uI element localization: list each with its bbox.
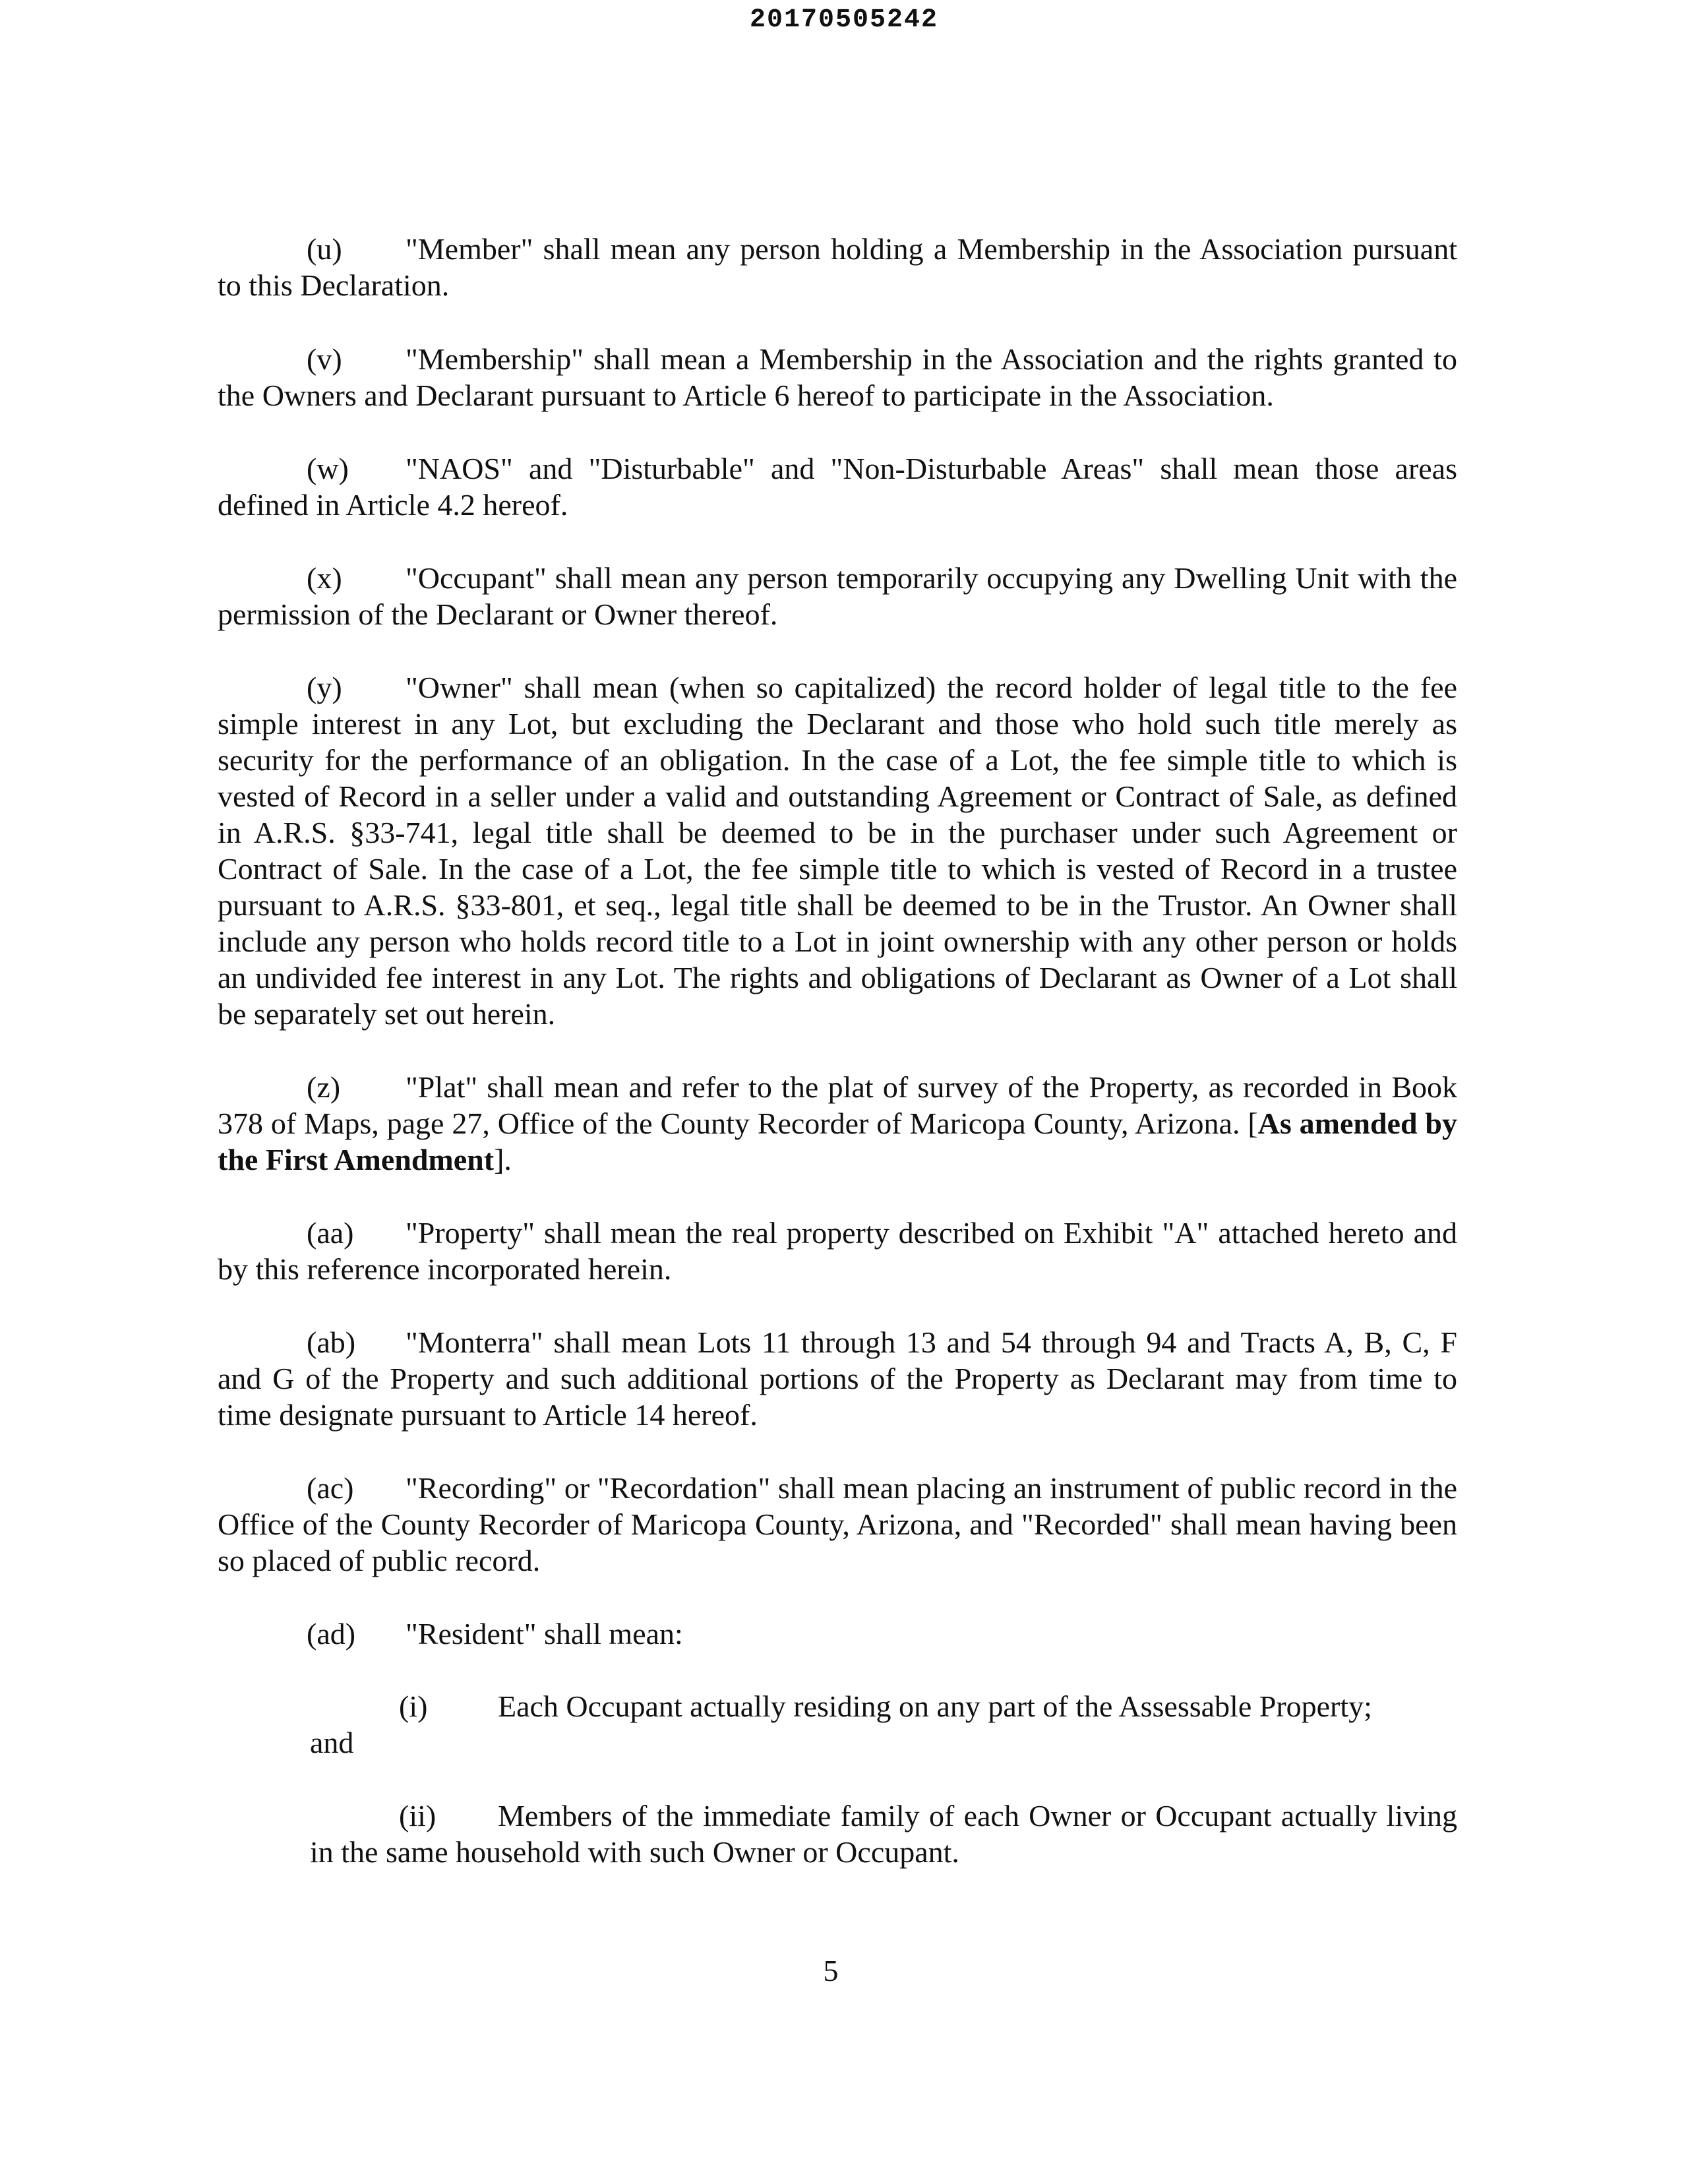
subparagraph-text: Each Occupant actually residing on any part of the Assessable Property; [498, 1689, 1372, 1723]
paragraph-ac [218, 1470, 1457, 1579]
page-number: 5 [823, 1954, 839, 1987]
paragraph-text: "Occupant" shall mean any person temporarily occupying any Dwelling Unit with the permission of the Declarant or Owner thereof. [218, 561, 1457, 631]
paragraph-u [218, 231, 1457, 303]
paragraph-aa [218, 1215, 1457, 1287]
paragraph-label: (ab) [307, 1325, 356, 1359]
paragraph-v [218, 341, 1457, 413]
paragraph-label: (y) [307, 671, 342, 704]
paragraph-text: "Plat" shall mean and refer to the plat of survey of the Property, as recorded in Book 378 of Maps, page 27, Office of the County Recorder of Maricopa County, Arizona. [ [218, 1070, 1457, 1140]
paragraph-text: "Resident" shall mean: [406, 1617, 683, 1651]
subparagraph-label: (ii) [399, 1799, 437, 1833]
paragraph-label: (ac) [307, 1471, 354, 1505]
paragraph-ab [218, 1324, 1457, 1433]
subparagraph-ii [310, 1798, 1457, 1870]
paragraph-ad [218, 1616, 1457, 1652]
paragraph-z [218, 1069, 1457, 1178]
paragraph-label: (u) [307, 232, 342, 266]
paragraph-tail: ]. [494, 1143, 512, 1176]
subparagraph-conjunction: and [310, 1726, 354, 1759]
paragraph-text: "NAOS" and "Disturbable" and "Non-Disturbable Areas" shall mean those areas defined in Article 4.2 hereof. [218, 452, 1457, 522]
paragraph-text: "Member" shall mean any person holding a Membership in the Association pursuant to this Declaration. [218, 232, 1457, 302]
paragraph-text: "Recording" or "Recordation" shall mean placing an instrument of public record in the Office of the County Recorder of Maricopa County, Arizona, and "Recorded" shall mean having been so placed of public record. [218, 1471, 1457, 1577]
paragraph-y [218, 669, 1457, 1032]
paragraph-text: "Monterra" shall mean Lots 11 through 13 and 54 through 94 and Tracts A, B, C, F and G of the Property and such additional portions of the Property as Declarant may from time to time designate pursuant to Article 14 hereof. [218, 1325, 1457, 1432]
paragraph-w [218, 450, 1457, 523]
subparagraph-text: Members of the immediate family of each Owner or Occupant actually living in the same household with such Owner or Occupant. [310, 1799, 1457, 1869]
amendment-note: As amended by the First Amendment [218, 1107, 1457, 1176]
paragraph-text: "Property" shall mean the real property described on Exhibit "A" attached hereto and by this reference incorporated herein. [218, 1216, 1457, 1286]
paragraph-x [218, 560, 1457, 632]
paragraph-label: (x) [307, 561, 342, 595]
document-number: 20170505242 [749, 5, 939, 35]
subparagraph-label: (i) [399, 1689, 428, 1723]
paragraph-text: "Owner" shall mean (when so capitalized) the record holder of legal title to the fee simple interest in any Lot, but excluding the Declarant and those who hold such title merely as security for the performance of an obligation. In the case of a Lot, the fee simple title to which is vested of Record in a seller under a valid and outstanding Agreement or Contract of Sale, as defined in A.R.S. §33-741, legal title shall be deemed to be in the purchaser under such Agreement or Contract of Sale. In the case of a Lot, the fee simple title to which is vested of Record in a trustee pursuant to A.R.S. §33-801, et seq., legal title shall be deemed to be in the Trustor. An Owner shall include any person who holds record title to a Lot in joint ownership with any other person or holds an undivided fee interest in any Lot. The rights and obligations of Declarant as Owner of a Lot shall be separately set out herein. [218, 671, 1457, 1031]
paragraph-label: (aa) [307, 1216, 354, 1250]
paragraph-label: (z) [307, 1070, 341, 1104]
paragraph-label: (ad) [307, 1617, 356, 1651]
subparagraph-i [310, 1688, 1457, 1724]
paragraph-label: (w) [307, 452, 349, 485]
paragraph-label: (v) [307, 342, 342, 376]
paragraph-text: "Membership" shall mean a Membership in the Association and the rights granted to the Owners and Declarant pursuant to Article 6 hereof to participate in the Association. [218, 342, 1457, 412]
